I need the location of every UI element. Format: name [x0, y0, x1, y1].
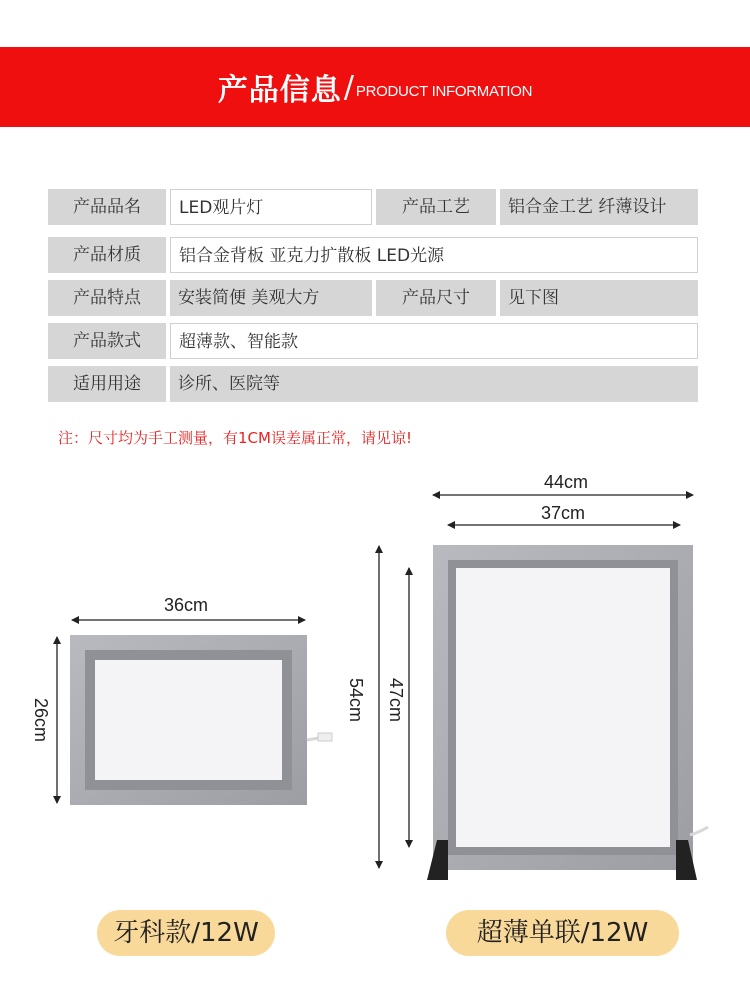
left-stand-icon	[427, 840, 448, 880]
spec-value: 诊所、医院等	[170, 366, 698, 402]
large-inner-width-label: 37cm	[540, 503, 586, 523]
spec-label: 适用用途	[48, 366, 166, 402]
small-height-label: 26cm	[31, 697, 51, 743]
spec-value: LED观片灯	[170, 189, 372, 225]
spec-label: 产品材质	[48, 237, 166, 273]
right-stand-icon	[676, 840, 697, 880]
spec-label: 产品特点	[48, 280, 166, 316]
spec-label: 产品尺寸	[376, 280, 496, 316]
title-separator: /	[343, 69, 354, 105]
spec-label: 产品品名	[48, 189, 166, 225]
page-title: 产品信息	[217, 73, 342, 108]
spec-value: 超薄款、智能款	[170, 323, 698, 359]
spec-label: 产品款式	[48, 323, 166, 359]
large-outer-width-label: 44cm	[543, 472, 589, 492]
page-title-english: PRODUCT INFORMATION	[355, 82, 533, 100]
large-outer-height-label: 54cm	[346, 677, 366, 723]
spec-value: 铝合金背板 亚克力扩散板 LED光源	[170, 237, 698, 273]
small-width-label: 36cm	[163, 595, 209, 615]
spec-value: 铝合金工艺 纤薄设计	[500, 189, 698, 225]
spec-value: 安装简便 美观大方	[170, 280, 372, 316]
spec-label: 产品工艺	[376, 189, 496, 225]
small-light-box	[70, 635, 332, 805]
large-inner-height-label: 47cm	[386, 677, 406, 723]
spec-value: 见下图	[500, 280, 698, 316]
small-model-caption: 牙科款/12W	[97, 910, 275, 956]
large-model-caption: 超薄单联/12W	[446, 910, 679, 956]
measurement-note: 注：尺寸均为手工测量，有1CM误差属正常，请见谅!	[58, 429, 412, 447]
large-light-box	[427, 545, 708, 880]
